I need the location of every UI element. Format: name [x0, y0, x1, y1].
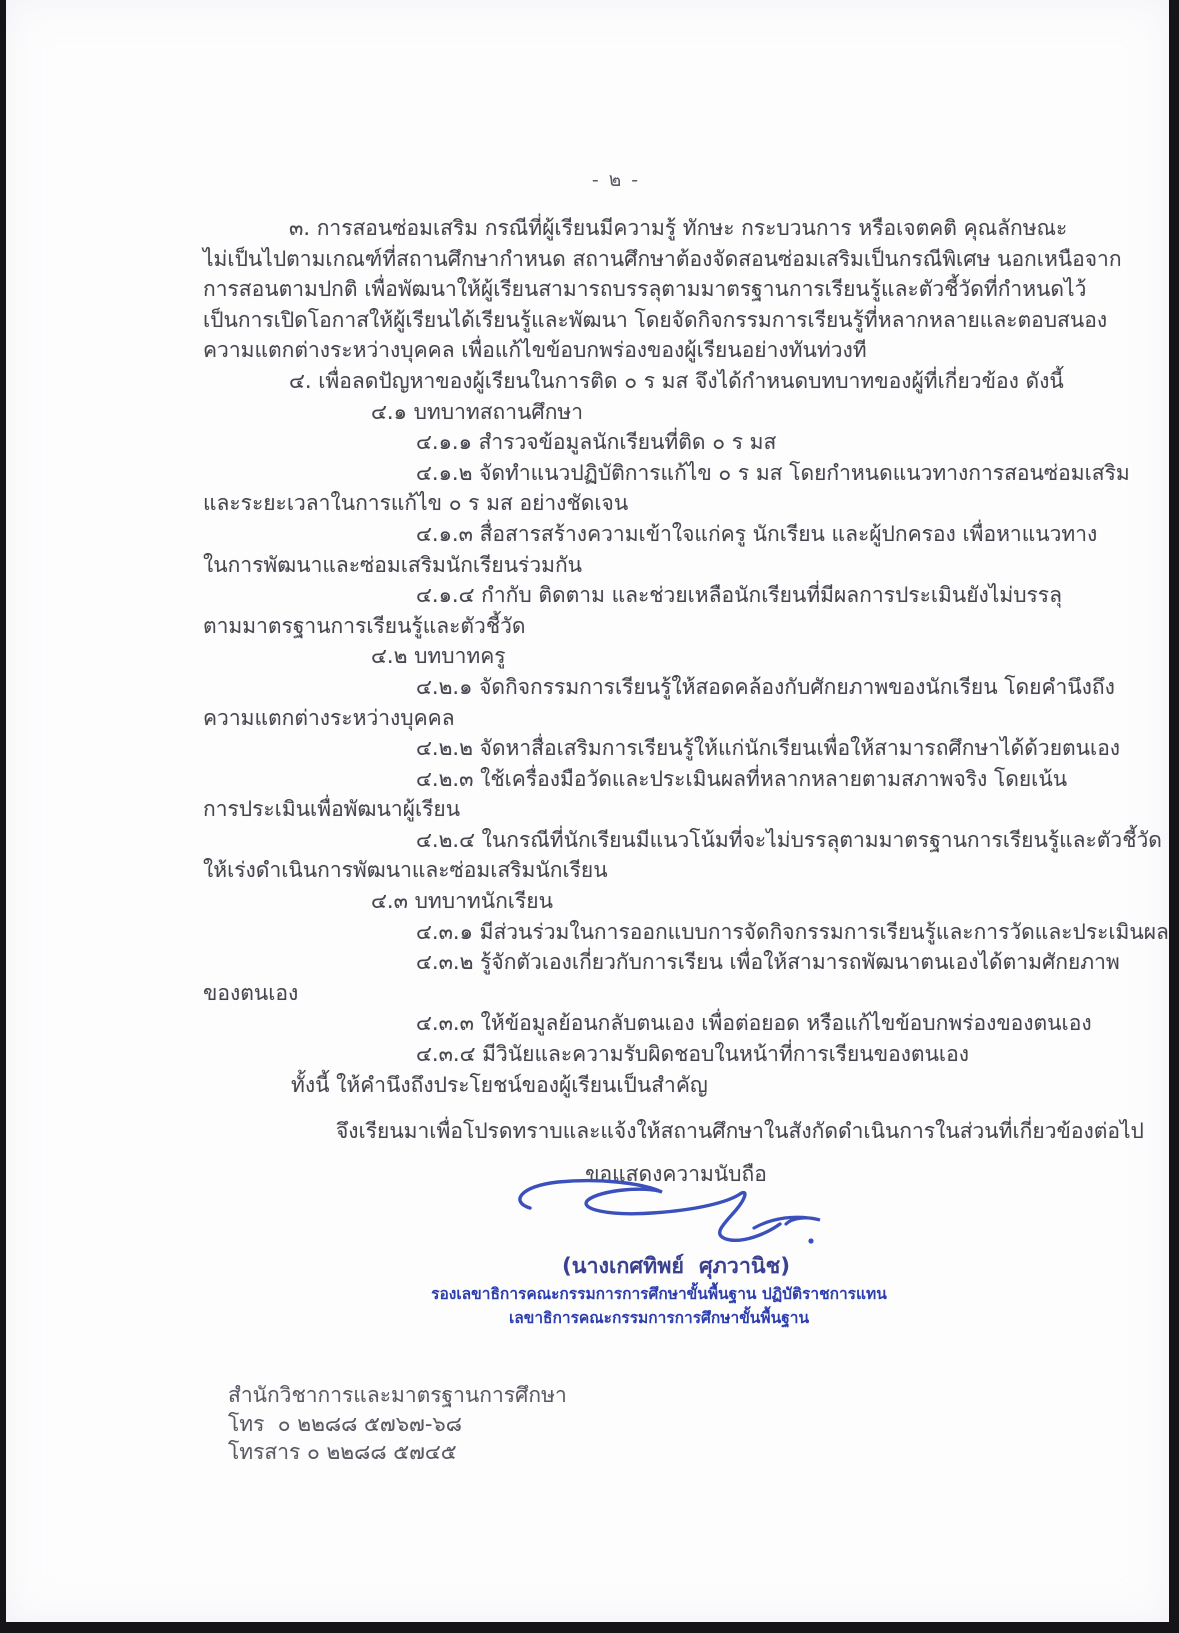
- document-line: ๔. เพื่อลดปัญหาของผู้เรียนในการติด ๐ ร มส จึงได้กำหนดบทบาทของผู้ที่เกี่ยวข้อง ดังนี้: [289, 368, 1064, 393]
- document-line: ๔.๓.๑ มีส่วนร่วมในการออกแบบการจัดกิจกรรมการเรียนรู้และการวัดและประเมินผล: [416, 919, 1169, 944]
- document-line: ๔.๒.๓ ใช้เครื่องมือวัดและประเมินผลที่หลากหลายตามสภาพจริง โดยเน้น: [416, 766, 1068, 791]
- document-line: และระยะเวลาในการแก้ไข ๐ ร มส อย่างชัดเจน: [203, 491, 629, 516]
- signer-role-line1: รองเลขาธิการคณะกรรมการการศึกษาขั้นพื้นฐาน ปฏิบัติราชการแทน: [431, 1285, 887, 1303]
- document-line: ๔.๒.๔ ในกรณีที่นักเรียนมีแนวโน้มที่จะไม่บรรลุตามมาตรฐานการเรียนรู้และตัวชี้วัด: [416, 827, 1162, 852]
- letter-page-2: [6, 0, 1169, 1622]
- signature-scribble: [496, 1168, 856, 1258]
- footer-bureau: สำนักวิชาการและมาตรฐานการศึกษา: [228, 1383, 567, 1407]
- footer-fax: โทรสาร ๐ ๒๒๘๘ ๕๗๔๕: [228, 1440, 457, 1464]
- document-line: ๔.๓ บทบาทนักเรียน: [371, 889, 553, 914]
- signer-name: (นางเกศทิพย์ ศุภวานิช): [561, 1254, 791, 1279]
- document-line: ของตนเอง: [203, 980, 299, 1005]
- document-line: ๔.๑.๔ กำกับ ติดตาม และช่วยเหลือนักเรียนที่มีผลการประเมินยังไม่บรรลุ: [416, 583, 1062, 608]
- document-line: ในการพัฒนาและซ่อมเสริมนักเรียนร่วมกัน: [203, 552, 583, 577]
- document-line: ๔.๑ บทบาทสถานศึกษา: [371, 399, 584, 424]
- document-line: ๔.๒.๑ จัดกิจกรรมการเรียนรู้ให้สอดคล้องกับศักยภาพของนักเรียน โดยคำนึงถึง: [416, 674, 1115, 699]
- document-line: ๔.๓.๔ มีวินัยและความรับผิดชอบในหน้าที่การเรียนของตนเอง: [416, 1042, 969, 1067]
- document-line: เป็นการเปิดโอกาสให้ผู้เรียนได้เรียนรู้และพัฒนา โดยจัดกิจกรรมการเรียนรู้ที่หลากหลายและตอบสนอง: [203, 307, 1108, 332]
- document-line: ๔.๑.๑ สำรวจข้อมูลนักเรียนที่ติด ๐ ร มส: [416, 430, 777, 455]
- document-line: การสอนตามปกติ เพื่อพัฒนาให้ผู้เรียนสามารถบรรลุตามมาตรฐานการเรียนรู้และตัวชี้วัดที่กำหนดไว้: [203, 277, 1087, 302]
- contact-footer: [228, 1381, 567, 1467]
- document-line: ๔.๑.๒ จัดทำแนวปฏิบัติการแก้ไข ๐ ร มส โดยกำหนดแนวทางการสอนซ่อมเสริม: [416, 460, 1130, 485]
- document-line: ๔.๓.๓ ให้ข้อมูลย้อนกลับตนเอง เพื่อต่อยอด หรือแก้ไขข้อบกพร่องของตนเอง: [416, 1011, 1092, 1036]
- document-line: ตามมาตรฐานการเรียนรู้และตัวชี้วัด: [203, 613, 526, 638]
- signature-ink-icon: [496, 1168, 856, 1258]
- document-line: ๔.๒.๒ จัดหาสื่อเสริมการเรียนรู้ให้แก่นักเรียนเพื่อให้สามารถศึกษาได้ด้วยตนเอง: [416, 736, 1121, 761]
- footer-telephone: โทร ๐ ๒๒๘๘ ๕๗๖๗-๖๘: [228, 1411, 462, 1436]
- document-line: ๓. การสอนซ่อมเสริม กรณีที่ผู้เรียนมีความรู้ ทักษะ กระบวนการ หรือเจตคติ คุณลักษณะ: [289, 216, 1068, 240]
- document-body: [203, 213, 1169, 1147]
- document-line: การประเมินเพื่อพัฒนาผู้เรียน: [203, 797, 461, 822]
- document-page: [6, 0, 1169, 1622]
- closing-salutation: ขอแสดงความนับถือ: [585, 1162, 767, 1186]
- document-line: ๔.๑.๓ สื่อสารสร้างความเข้าใจแก่ครู นักเรียน และผู้ปกครอง เพื่อหาแนวทาง: [416, 521, 1098, 546]
- document-line: ความแตกต่างระหว่างบุคคล เพื่อแก้ไขข้อบกพร่องของผู้เรียนอย่างทันท่วงที: [203, 338, 867, 363]
- signer-role-line2: เลขาธิการคณะกรรมการการศึกษาขั้นพื้นฐาน: [508, 1309, 810, 1327]
- document-line: ๔.๒ บทบาทครู: [371, 644, 506, 669]
- document-line: ไม่เป็นไปตามเกณฑ์ที่สถานศึกษากำหนด สถานศึกษาต้องจัดสอนซ่อมเสริมเป็นกรณีพิเศษ นอกเหนือจาก: [203, 246, 1122, 271]
- document-line: ให้เร่งดำเนินการพัฒนาและซ่อมเสริมนักเรียน: [203, 858, 608, 883]
- document-line: ความแตกต่างระหว่างบุคคล: [203, 705, 455, 730]
- document-line: ทั้งนี้ ให้คำนึงถึงประโยชน์ของผู้เรียนเป็นสำคัญ: [291, 1072, 708, 1097]
- document-line: ๔.๓.๒ รู้จักตัวเองเกี่ยวกับการเรียน เพื่อให้สามารถพัฒนาตนเองได้ตามศักยภาพ: [416, 950, 1120, 975]
- document-line: จึงเรียนมาเพื่อโปรดทราบและแจ้งให้สถานศึกษาในสังกัดดำเนินการในส่วนที่เกี่ยวข้องต่อไป: [336, 1119, 1144, 1144]
- page-number: - ๒ -: [591, 169, 641, 191]
